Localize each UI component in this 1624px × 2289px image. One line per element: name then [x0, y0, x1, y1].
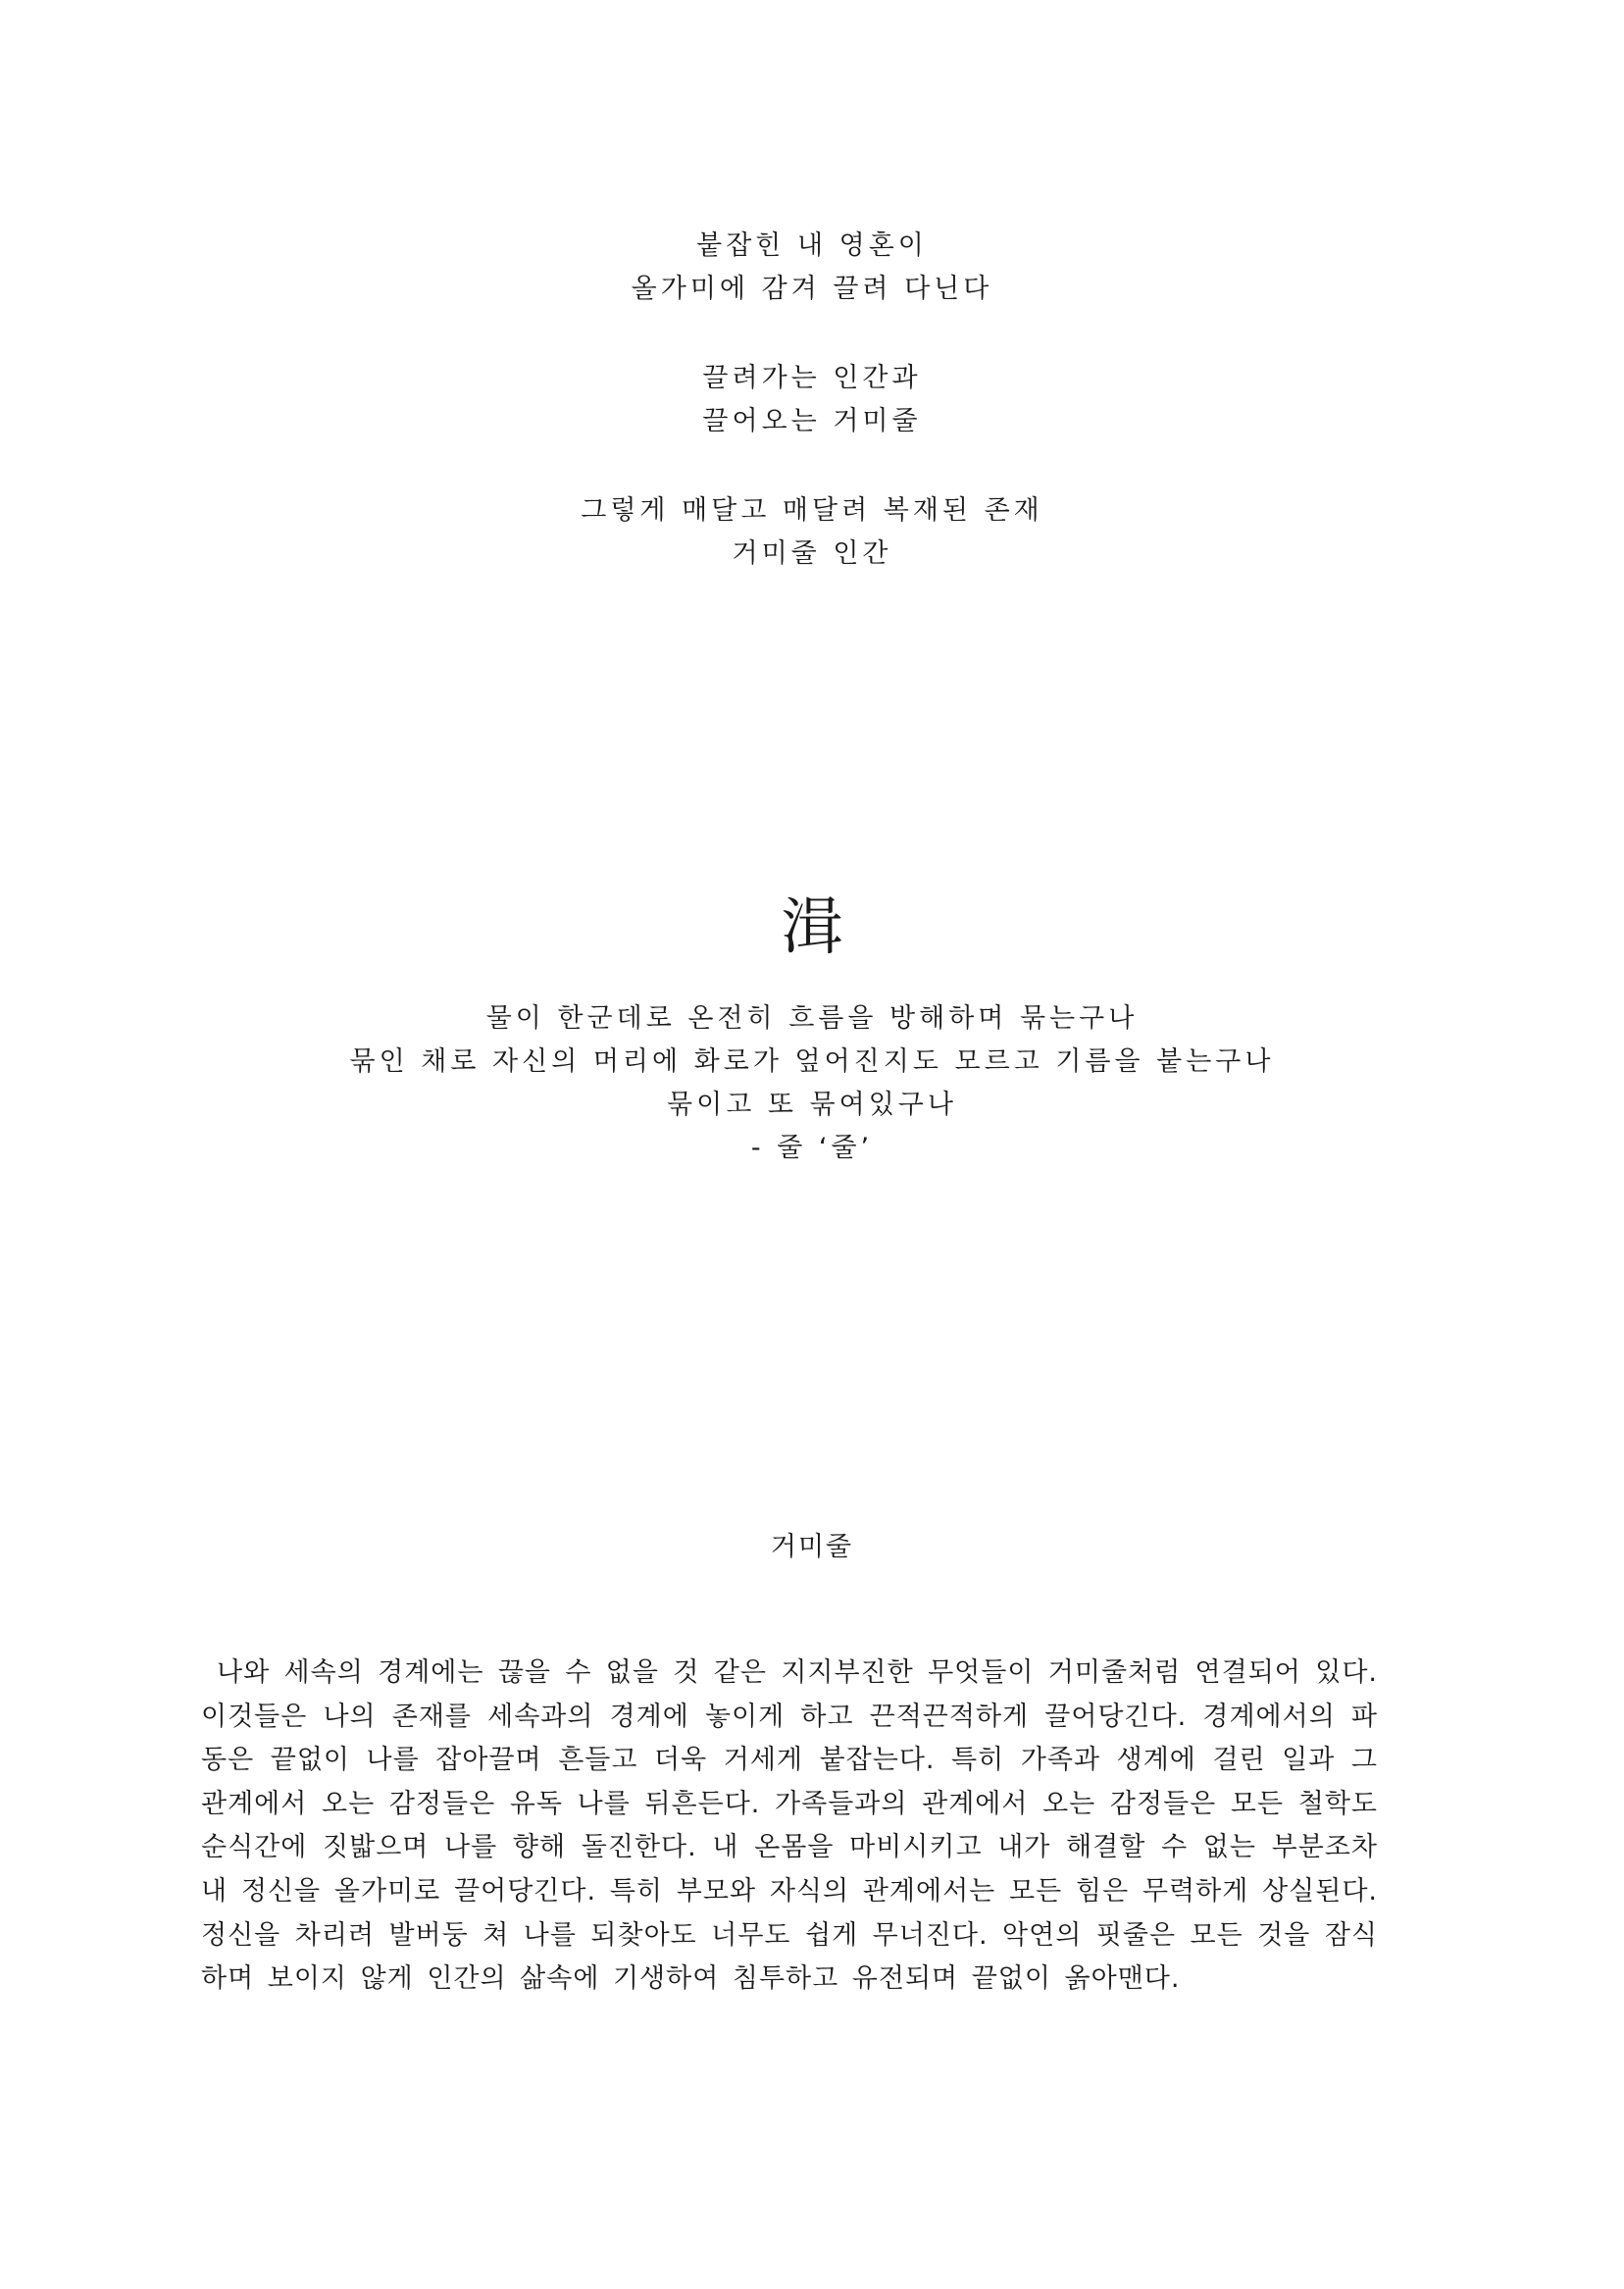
- verse-attribution: - 줄 ‘줄’: [750, 1133, 874, 1163]
- essay-paragraph: 나와 세속의 경계에는 끊을 수 없을 것 같은 지지부진한 무엇들이 거미줄처럼 연결되어 있다. 이것들은 나의 존재를 세속과의 경계에 놓이게 하고 끈적끈적하게 끌어당긴다. 경계에서의 파동은 끝없이 나를 잡아끌며 흔들고 더욱 거세게 붙잡는다. 특히 가족과 생계에 걸린 일과 그 관계에서 오는 감정들은 유독 나를 뒤흔든다. 가족들과의 관계에서 오는 감정들은 모든 철학도 순식간에 짓밟으며 나를 향해 돌진한다. 내 온몸을 마비시키고 내가 해결할 수 없는 부분조차 내 정신을 올가미로 끌어당긴다. 특히 부모와 자식의 관계에서는 모든 힘은 무력하게 상실된다. 정신을 차리려 발버둥 쳐 나를 되찾아도 너무도 쉽게 무너진다. 악연의 핏줄은 모든 것을 잠식하며 보이지 않게 인간의 삶속에 기생하여 침투하고 유전되며 끝없이 옭아맨다.: [201, 1657, 1378, 1995]
- hanja-character: 湒: [781, 891, 843, 964]
- poem-line-2: 올가미에 감겨 끌려 다닌다: [631, 274, 993, 304]
- essay-title: 거미줄: [770, 1532, 854, 1562]
- poem-line-5: 그렇게 매달고 매달려 복재된 존재: [581, 495, 1043, 526]
- verse-line-1: 물이 한군데로 온전히 흐름을 방해하며 묶는구나: [485, 1003, 1139, 1034]
- verse-line-2: 묶인 채로 자신의 머리에 화로가 엎어진지도 모르고 기름을 붙는구나: [349, 1046, 1275, 1077]
- poem-line-4: 끌어오는 거미줄: [702, 406, 922, 436]
- verse-line-3: 묶이고 또 묶여있구나: [667, 1090, 957, 1120]
- poem-line-1: 붙잡힌 내 영혼이: [696, 230, 928, 261]
- poem-line-6: 거미줄 인간: [732, 538, 892, 569]
- poem-line-3: 끌려가는 인간과: [702, 363, 922, 393]
